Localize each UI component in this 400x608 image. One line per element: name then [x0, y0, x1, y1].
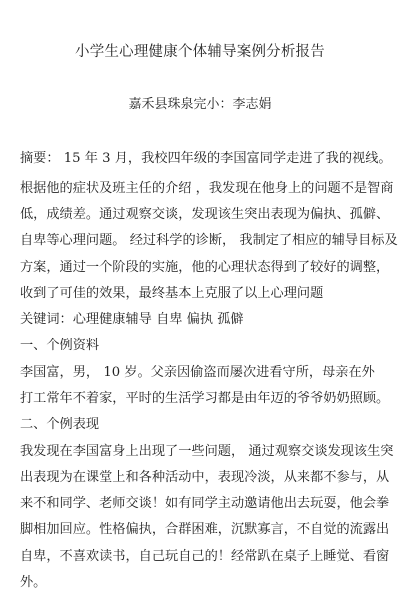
abstract-line: 自卑等心理问题。 经过科学的诊断， 我制定了相应的辅导目标及	[20, 233, 398, 248]
abstract-line: 收到了可佳的效果，最终基本上克服了以上心理问题	[20, 286, 324, 301]
author-line: 嘉禾县珠泉完小：李志娟	[128, 97, 272, 112]
abstract-line: 方案，通过一个阶段的实施，他的心理状态得到了较好的调整，	[20, 260, 390, 275]
body-line: 出表现为在课堂上和各种活动中，表现冷淡，从来都不参与，从	[20, 470, 390, 485]
body-line: 我发现在李国富身上出现了一些问题， 通过观察交谈发现该生突	[20, 444, 394, 459]
abstract-line: 低，成绩差。通过观察交谈，发现该生突出表现为偏执、孤僻、	[20, 207, 390, 222]
body-line: 自卑，不喜欢读书，自己玩自己的！经常趴在桌子上睡觉、看窗	[20, 549, 390, 564]
section-heading: 一、个例资料	[20, 338, 100, 353]
body-line: 打工常年不着家，平时的生活学习都是由年迈的爷爷奶奶照顾。	[20, 391, 390, 406]
abstract-line: 根据他的症状及班主任的介绍 ，我发现在他身上的问题不是智商	[20, 181, 394, 196]
body-line: 李国富，男， 10 岁。父亲因偷盗而屡次进看守所，母亲在外	[20, 365, 375, 380]
body-line: 脚相加回应。性格偏执，合群困难，沉默寡言，不自觉的流露出	[20, 522, 390, 537]
document-title: 小学生心理健康个体辅导案例分析报告	[75, 44, 325, 60]
section-heading: 二、个例表现	[20, 417, 100, 432]
body-line: 外。	[20, 575, 47, 590]
keywords-line: 关键词：心理健康辅导 自卑 偏执 孤僻	[20, 312, 244, 327]
abstract-line: 摘要： 15 年 3 月，我校四年级的李国富同学走进了我的视线。	[20, 151, 392, 166]
body-line: 来不和同学、老师交谈！如有同学主动邀请他出去玩耍，他会拳	[20, 496, 390, 511]
